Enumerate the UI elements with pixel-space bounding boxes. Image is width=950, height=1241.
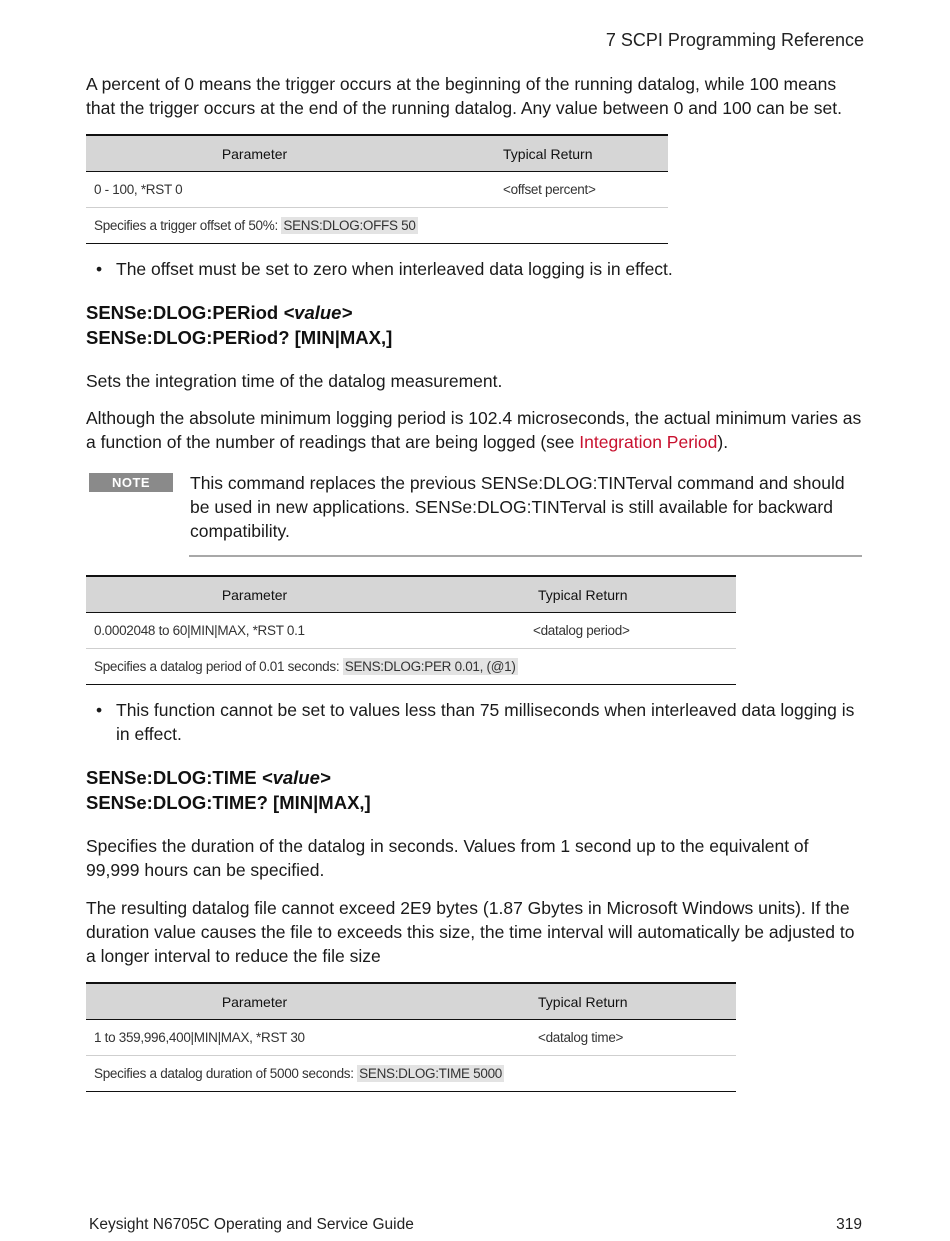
bullet-icon: • <box>96 700 103 720</box>
return-value: <datalog time> <box>423 1020 736 1056</box>
command-heading-period-set: SENSe:DLOG:PERiod <value> <box>86 302 353 323</box>
col-header-return: Typical Return <box>423 983 736 1020</box>
command-heading-time-query: SENSe:DLOG:TIME? [MIN|MAX,] <box>86 792 371 813</box>
example-code: SENS:DLOG:OFFS 50 <box>283 218 416 233</box>
col-header-return: Typical Return <box>423 576 736 613</box>
command-heading-time-set: SENSe:DLOG:TIME <value> <box>86 767 331 788</box>
example-text: Specifies a datalog period of 0.01 seconds: <box>94 659 343 674</box>
param-value: 0 - 100, *RST 0 <box>86 172 423 208</box>
period-parameter-table <box>86 575 736 685</box>
param-value: 0.0002048 to 60|MIN|MAX, *RST 0.1 <box>86 613 423 649</box>
return-value: <datalog period> <box>423 613 736 649</box>
example-row <box>86 649 736 685</box>
example-text: Specifies a trigger offset of 50%: <box>94 218 282 233</box>
bullet-item: • This function cannot be set to values less than 75 milliseconds when interleaved data logging is in effect. <box>96 700 855 744</box>
time-file-size-paragraph: The resulting datalog file cannot exceed 2E9 bytes (1.87 Gbytes in Microsoft Windows units). If the duration value causes the file to exceeds this size, the time interval will automatically be adjusted to a longer interval to reduce the file size <box>86 898 855 966</box>
section-header: 7 SCPI Programming Reference <box>605 30 864 50</box>
bullet-item: • The offset must be set to zero when interleaved data logging is in effect. <box>96 259 673 279</box>
footer-guide-title: Keysight N6705C Operating and Service Guide <box>89 1216 414 1233</box>
example-row <box>86 1056 736 1092</box>
offset-parameter-table <box>86 134 668 244</box>
example-code: SENS:DLOG:TIME 5000 <box>359 1066 503 1081</box>
col-header-parameter: Parameter <box>86 576 423 613</box>
page-number: 319 <box>836 1216 862 1233</box>
example-code: SENS:DLOG:PER 0.01, (@1) <box>344 659 516 674</box>
note-text: This command replaces the previous SENSe:DLOG:TINTerval command and should be used in new applications. SENSe:DLOG:TINTerval is still available for backward compatibility. <box>190 473 845 541</box>
col-header-parameter: Parameter <box>86 135 423 172</box>
return-value: <offset percent> <box>423 172 668 208</box>
time-description: Specifies the duration of the datalog in seconds. Values from 1 second up to the equivalent of 99,999 hours can be specified. <box>86 836 809 880</box>
note-badge: NOTE <box>89 473 173 492</box>
integration-period-link[interactable]: Integration Period <box>579 432 718 452</box>
col-header-return: Typical Return <box>423 135 668 172</box>
period-minimum-paragraph: Although the absolute minimum logging period is 102.4 microseconds, the actual minimum varies as a function of the number of readings that are being logged (see Integration Period). <box>86 408 862 452</box>
example-row <box>86 208 668 244</box>
period-description: Sets the integration time of the datalog measurement. <box>86 371 503 391</box>
col-header-parameter: Parameter <box>86 983 423 1020</box>
time-parameter-table <box>86 982 736 1092</box>
param-value: 1 to 359,996,400|MIN|MAX, *RST 30 <box>86 1020 423 1056</box>
command-heading-period-query: SENSe:DLOG:PERiod? [MIN|MAX,] <box>86 327 393 348</box>
intro-paragraph: A percent of 0 means the trigger occurs at the beginning of the running datalog, while 100 means that the trigger occurs at the end of the running datalog. Any value between 0 and 100 can be set. <box>86 74 842 118</box>
note-divider <box>189 555 862 557</box>
example-text: Specifies a datalog duration of 5000 seconds: <box>94 1066 358 1081</box>
bullet-icon: • <box>96 259 103 279</box>
